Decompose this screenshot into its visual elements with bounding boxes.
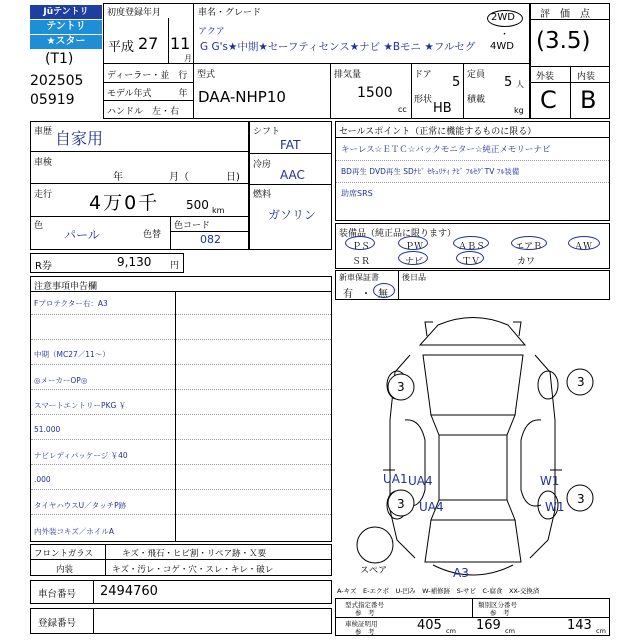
note-line-8: タイヤハウスU／タッチP跡: [34, 501, 127, 510]
inspect-cert-ref: 参 考: [355, 628, 375, 636]
sales-line3: 助席SRS: [341, 189, 373, 198]
after-label: 後日品: [402, 273, 426, 282]
car-hood: [423, 355, 523, 415]
recycle-box: [30, 253, 184, 273]
inspect-day: 日): [226, 172, 240, 183]
logo-brand: Jüテントリ: [30, 5, 102, 19]
model-code: DAA-NHP10: [198, 88, 286, 106]
carname-kana: アクア: [198, 27, 225, 37]
type-ref: 参 考: [490, 609, 510, 617]
car-windshield: [431, 415, 515, 435]
color-change-label: 色替: [143, 230, 162, 240]
sales-line2: BD再生 DVD再生 SDﾅﾋﾞ ｾｷｭﾘﾃｨ ﾅﾋﾞ ﾌﾙｾｸﾞTV ﾌﾙ装備: [341, 167, 520, 176]
equip-sr: ＳＲ: [352, 257, 371, 267]
sales-label: セールスポイント（正常に機能するものに限る）: [339, 127, 537, 137]
mileage-label: 走行: [34, 190, 53, 200]
logo-line2: テントリ: [30, 20, 102, 34]
recycle-label: R券: [35, 261, 52, 272]
month-unit: 月: [184, 54, 192, 63]
note-line-2: 中期（MC27／11～）: [34, 350, 110, 359]
ac-value: AAC: [280, 168, 305, 182]
glass-text: キズ・飛石・ヒビ割・リペア跡・Ｘ要: [122, 549, 267, 559]
lot-number-1: 202505: [30, 73, 84, 89]
mark-w1-bottom: W1: [545, 500, 565, 514]
color-code-label: 色コード: [174, 221, 211, 231]
equip-tv-circle: [456, 251, 484, 265]
form-label: 型式指定番号: [345, 601, 384, 609]
mark-w1-top: W1: [540, 474, 560, 488]
shape-value: HB: [433, 101, 452, 116]
sales-line1: キーレス☆ＥＴＣ☆バックモニター☆純正メモリーナビ: [341, 145, 551, 155]
logo-box: [30, 5, 102, 51]
car-front-outline: [420, 318, 525, 346]
mark-rear: A3: [453, 566, 469, 580]
new-cert-label: 新車保証書: [339, 273, 379, 282]
note-line-4: スマートエントリーPKG ￥: [34, 401, 127, 410]
legend-text: A-キズ E-エクボ U-凹み W-補修跡 S-サビ C-腐食 XX-交換済: [337, 587, 540, 595]
car-roof: [439, 435, 507, 500]
mark-rr: 3: [577, 492, 585, 506]
dim-height-unit: cm: [596, 627, 606, 635]
type-num-label: 類別区分番号: [478, 601, 517, 609]
note-line-1: Fプロテクター右：A3: [34, 299, 108, 308]
inspect-month: 月（: [169, 172, 189, 183]
equip-leather: カワ: [517, 257, 536, 267]
cc-label: 排気量: [334, 70, 362, 80]
equip-tv: ＴＶ: [462, 257, 481, 267]
use-value: 自家用: [55, 129, 104, 148]
ext-value: C: [540, 86, 557, 114]
notes-label: 注意事項申告欄: [34, 282, 98, 292]
cert-no-circle: [373, 283, 395, 298]
int-value: B: [580, 86, 597, 114]
dim-length-unit: cm: [446, 627, 456, 635]
inspect-cert-label: 車検証明用: [345, 620, 378, 628]
inspect-label: 車検: [34, 158, 53, 168]
first-reg-label: 初度登録年月: [107, 8, 162, 18]
recycle-value: 9,130: [117, 255, 152, 269]
mark-ua4-top: UA4: [408, 474, 433, 488]
cert-dot: ・: [361, 289, 371, 300]
logo-line3: ★スター: [30, 35, 102, 49]
equip-abs: ＡＢＳ: [458, 242, 486, 252]
equip-pw-circle: [398, 236, 428, 250]
use-label: 車歴: [34, 127, 53, 137]
score-value: (3.5): [536, 28, 591, 54]
chassis-label: 車台番号: [38, 589, 77, 600]
cap-label: 定員: [467, 70, 486, 80]
t1-label: (T1): [45, 51, 74, 67]
equip-ps-circle: [345, 236, 375, 250]
dealer-label: ディーラー・並 行: [107, 71, 188, 81]
grade-text: G G's★中期★セーフティセンス★ナビ ★Bモニ ★フルセグ: [200, 41, 476, 53]
note-line-7: .000: [34, 475, 51, 484]
note-line-3: ◎メーカーOP◎: [34, 376, 88, 385]
note-line-6: ナビレディパッケージ ￥40: [34, 451, 128, 460]
reg-year: 27: [138, 34, 159, 53]
cert-yes: 有: [343, 289, 353, 300]
reg-label: 登録番号: [38, 618, 77, 629]
mileage-unit: km: [212, 206, 225, 215]
door-value: 5: [452, 75, 461, 90]
shift-value: FAT: [280, 138, 301, 152]
equip-abs-circle: [453, 236, 489, 250]
mark-ua4-bottom: UA4: [419, 500, 444, 514]
fuel-label: 燃料: [253, 190, 272, 200]
cc-value: 1500: [357, 85, 393, 101]
carname-label: 車名・グレード: [198, 8, 262, 18]
equip-ps: ＰＳ: [352, 242, 371, 252]
cc-unit: cc: [398, 105, 407, 114]
color-label: 色: [34, 221, 44, 231]
ac-label: 冷房: [253, 160, 272, 170]
mark-fl: 3: [397, 380, 405, 394]
int-label: 内装: [577, 72, 596, 82]
car-trunk: [425, 520, 521, 562]
equip-aw: ＡＷ: [574, 242, 593, 252]
note-line-5: 51.000: [34, 425, 61, 434]
door-label: ドア: [414, 70, 432, 80]
equip-navi-circle: [398, 251, 428, 265]
interior-text: キズ・汚レ・コゲ・穴・スレ・キレ・破レ: [112, 565, 274, 575]
equip-navi: ナビ: [405, 257, 424, 267]
car-right-side: [530, 355, 555, 558]
mark-rl: 3: [397, 497, 405, 511]
equip-airbag: エアＢ: [515, 242, 543, 252]
mileage-value: 4万0千: [89, 192, 160, 214]
dim-height: 143: [567, 618, 592, 633]
cert-no: 無: [378, 289, 388, 300]
shape-label: 形状: [414, 95, 433, 105]
ext-label: 外装: [536, 72, 555, 82]
drive-2wd: 2WD: [491, 12, 515, 23]
type-label: 型式: [197, 70, 216, 80]
mark-fr: 3: [577, 375, 585, 389]
recycle-unit: 円: [170, 261, 180, 271]
drive-4wd: 4WD: [490, 41, 514, 52]
equip-airbag-circle: [511, 236, 547, 250]
equip-pw: ＰＷ: [405, 242, 424, 252]
dim-width: 169: [476, 618, 501, 633]
era: 平成: [108, 40, 135, 55]
cap-value: 5: [504, 75, 513, 90]
dim-width-unit: cm: [505, 627, 515, 635]
drive-dot: ・: [500, 30, 510, 40]
glass-label: フロントガラス: [34, 549, 93, 559]
load-unit: kg: [514, 106, 524, 115]
load-label: 積載: [467, 95, 486, 105]
spare-label: スペア: [360, 566, 388, 576]
wheel-fr: [538, 371, 558, 399]
mark-ua1: UA1: [383, 472, 408, 486]
color-code-value: 082: [200, 233, 221, 246]
interior-label: 内装: [56, 565, 74, 575]
form-ref: 参 考: [355, 609, 375, 617]
car-diagram: [335, 300, 610, 590]
lot-number-2: 05919: [30, 92, 75, 108]
color-value: パール: [64, 228, 100, 242]
shift-label: シフト: [253, 127, 281, 137]
chassis-value: 2494760: [100, 584, 158, 599]
equip-aw-circle: [568, 236, 600, 250]
equipment-label: 装備品（純正品に限ります）: [339, 229, 457, 239]
handle-label: ハンドル 左・右: [107, 107, 180, 117]
dim-length: 405: [417, 618, 442, 633]
inspect-year: 年: [113, 172, 123, 183]
fuel-value: ガソリン: [268, 208, 317, 222]
note-line-9: 内外装コキズ／ホイルA: [34, 527, 114, 536]
cap-unit: 人: [516, 80, 524, 89]
middle-col-box: [249, 121, 332, 250]
reg-month: 11: [170, 34, 191, 53]
spare-tire: [357, 527, 393, 563]
mileage-sub: 500: [186, 198, 209, 212]
score-label: 評 価 点: [540, 9, 590, 20]
model-year-label: モデル年式 年: [107, 89, 188, 99]
